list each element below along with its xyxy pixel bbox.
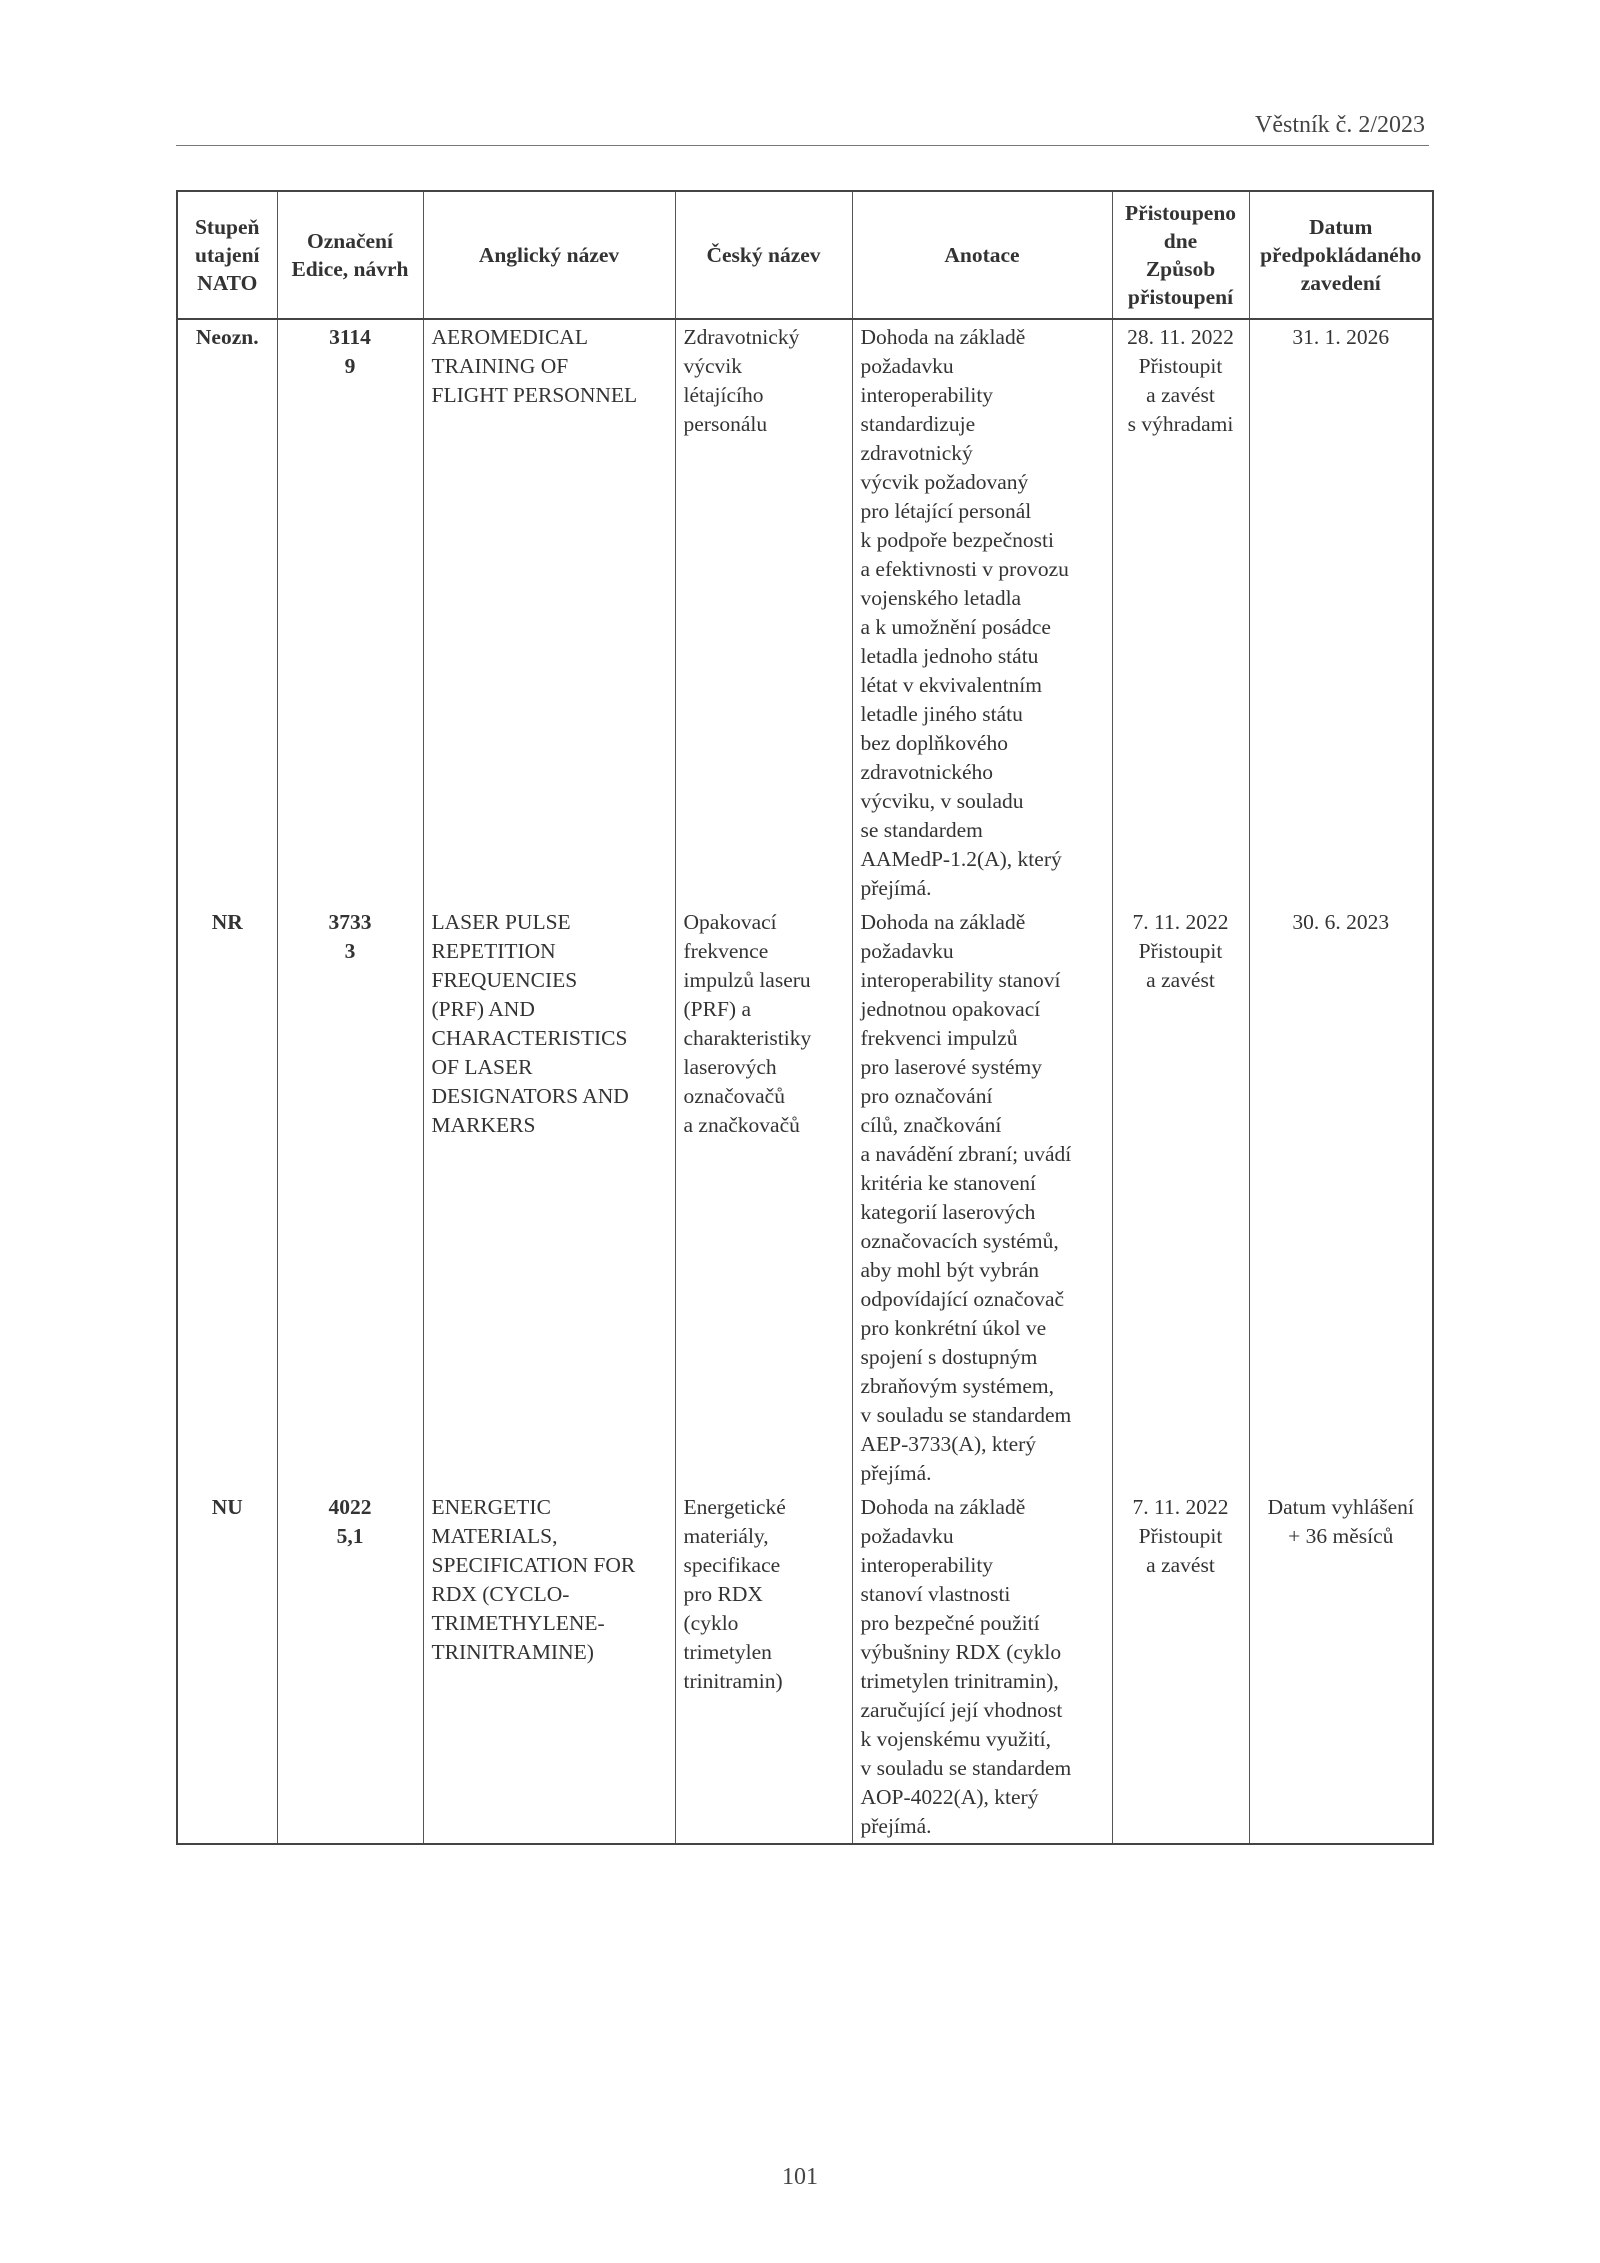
column-header-acceded: Přistoupeno dne Způsob přistoupení xyxy=(1112,191,1249,319)
table-body xyxy=(177,319,1433,1844)
page-number: 101 xyxy=(782,2164,818,2190)
cell-implementation-date: 30. 6. 2023 xyxy=(1249,905,1433,1490)
cell-czech-title: Energetické materiály, specifikace pro RDX (cyklo trimetylen trinitramin) xyxy=(675,1490,852,1844)
cell-acceded: 7. 11. 2022 Přistoupit a zavést xyxy=(1112,905,1249,1490)
cell-czech-title: Opakovací frekvence impulzů laseru (PRF) a charakteristiky laserových označovačů a značkovačů xyxy=(675,905,852,1490)
column-header-annotation: Anotace xyxy=(852,191,1112,319)
cell-implementation-date: 31. 1. 2026 xyxy=(1249,319,1433,905)
header-divider xyxy=(176,145,1429,146)
cell-implementation-date: Datum vyhlášení + 36 měsíců xyxy=(1249,1490,1433,1844)
standards-table xyxy=(176,190,1434,1845)
cell-designation: 3114 9 xyxy=(277,319,423,905)
cell-english-title: ENERGETIC MATERIALS, SPECIFICATION FOR RDX (CYCLO- TRIMETHYLENE- TRINITRAMINE) xyxy=(423,1490,675,1844)
cell-annotation: Dohoda na základě požadavku interoperability standardizuje zdravotnický výcvik požadovaný pro létající personál k podpoře bezpečnosti a efektivnosti v provozu vojenského letadla a k umožnění posádce letadla jednoho státu létat v ekvivalentním letadle jiného státu bez doplňkového zdravotnického výcviku, v souladu se standardem AAMedP-1.2(A), který přejímá. xyxy=(852,319,1112,905)
cell-czech-title: Zdravotnický výcvik létajícího personálu xyxy=(675,319,852,905)
cell-english-title: AEROMEDICAL TRAINING OF FLIGHT PERSONNEL xyxy=(423,319,675,905)
cell-annotation: Dohoda na základě požadavku interoperability stanoví jednotnou opakovací frekvenci impulzů pro laserové systémy pro označování cílů, značkování a navádění zbraní; uvádí kritéria ke stanovení kategorií laserových označovacích systémů, aby mohl být vybrán odpovídající označovač pro konkrétní úkol ve spojení s dostupným zbraňovým systémem, v souladu se standardem AEP-3733(A), který přejímá. xyxy=(852,905,1112,1490)
column-header-classification: Stupeň utajení NATO xyxy=(177,191,277,319)
table-row xyxy=(177,905,1433,1490)
running-header-title: Věstník č. 2/2023 xyxy=(1255,112,1425,138)
cell-classification: Neozn. xyxy=(177,319,277,905)
cell-classification: NU xyxy=(177,1490,277,1844)
table-row xyxy=(177,1490,1433,1844)
cell-designation: 3733 3 xyxy=(277,905,423,1490)
column-header-designation: Označení Edice, návrh xyxy=(277,191,423,319)
cell-annotation: Dohoda na základě požadavku interoperability stanoví vlastnosti pro bezpečné použití výbušniny RDX (cyklo trimetylen trinitramin), zaručující její vhodnost k vojenskému využití, v souladu se standardem AOP-4022(A), který přejímá. xyxy=(852,1490,1112,1844)
cell-classification: NR xyxy=(177,905,277,1490)
cell-acceded: 7. 11. 2022 Přistoupit a zavést xyxy=(1112,1490,1249,1844)
table-header-row xyxy=(177,191,1433,319)
cell-designation: 4022 5,1 xyxy=(277,1490,423,1844)
table-header xyxy=(177,191,1433,319)
cell-english-title: LASER PULSE REPETITION FREQUENCIES (PRF) AND CHARACTERISTICS OF LASER DESIGNATORS AND MARKERS xyxy=(423,905,675,1490)
column-header-english-title: Anglický název xyxy=(423,191,675,319)
column-header-implementation-date: Datum předpokládaného zavedení xyxy=(1249,191,1433,319)
table-row xyxy=(177,319,1433,905)
cell-acceded: 28. 11. 2022 Přistoupit a zavést s výhradami xyxy=(1112,319,1249,905)
column-header-czech-title: Český název xyxy=(675,191,852,319)
